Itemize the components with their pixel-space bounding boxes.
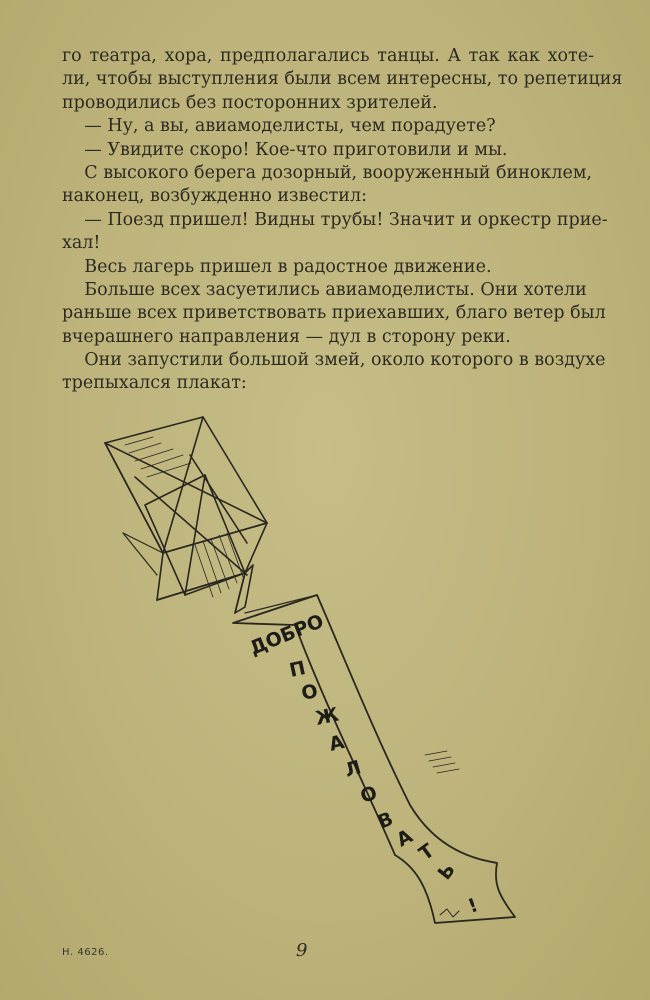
text-line-15: трепыхался плакат: <box>62 373 247 394</box>
kite-with-banner-illustration <box>95 415 535 935</box>
text-line-2: ли, чтобы выступления были всем интересны, то репетиция <box>62 69 623 90</box>
banner-letter: Ж <box>313 703 341 730</box>
text-line-6: С высокого берега дозорный, вооруженный биноклем, <box>62 162 592 183</box>
text-line-5: — Увидите скоро! Кое-что приготовили и мы. <box>62 139 508 160</box>
text-line-3: проводились без посторонних зрителей. <box>62 92 438 113</box>
text-line-10: Весь лагерь пришел в радостное движение. <box>62 256 492 277</box>
text-line-8: — Поезд пришел! Видны трубы! Значит и оркестр прие- <box>62 209 608 230</box>
text-line-9: хал! <box>62 233 101 254</box>
text-line-11: Больше всех засуетились авиамоделисты. Они хотели <box>62 279 587 300</box>
banner-word-dobro: ДОБРО <box>246 610 327 660</box>
text-line-14: Они запустили большой змей, около которого в воздухе <box>62 350 606 371</box>
text-line-13: вчерашнего направления — дул в сторону реки. <box>62 326 511 347</box>
banner-letter: В <box>374 807 397 834</box>
text-line-12: раньше всех приветствовать приехавших, благо ветер был <box>62 303 606 324</box>
banner-word-pozhalovat <box>287 657 459 884</box>
banner-letter: А <box>393 825 417 852</box>
text-line-7: наконец, возбужденно известил: <box>62 186 367 207</box>
banner-letter: О <box>299 680 320 705</box>
body-text <box>62 45 623 396</box>
banner-letter: О <box>357 781 380 808</box>
banner-letter: П <box>287 657 308 682</box>
banner-letter: А <box>326 730 347 756</box>
print-code: Н. 4626. <box>62 947 109 958</box>
banner-letter: Т <box>415 839 439 866</box>
kite-drawing <box>105 417 267 613</box>
text-line-1: го театра, хора, предполагались танцы. А так как хоте- <box>62 46 594 66</box>
banner-letter: Ь <box>433 859 460 885</box>
banner-exclamation: ! <box>465 894 481 918</box>
text-line-4: — Ну, а вы, авиамоделисты, чем порадуете? <box>62 116 496 137</box>
banner-letter: Л <box>342 756 364 782</box>
page-number: 9 <box>296 940 308 961</box>
